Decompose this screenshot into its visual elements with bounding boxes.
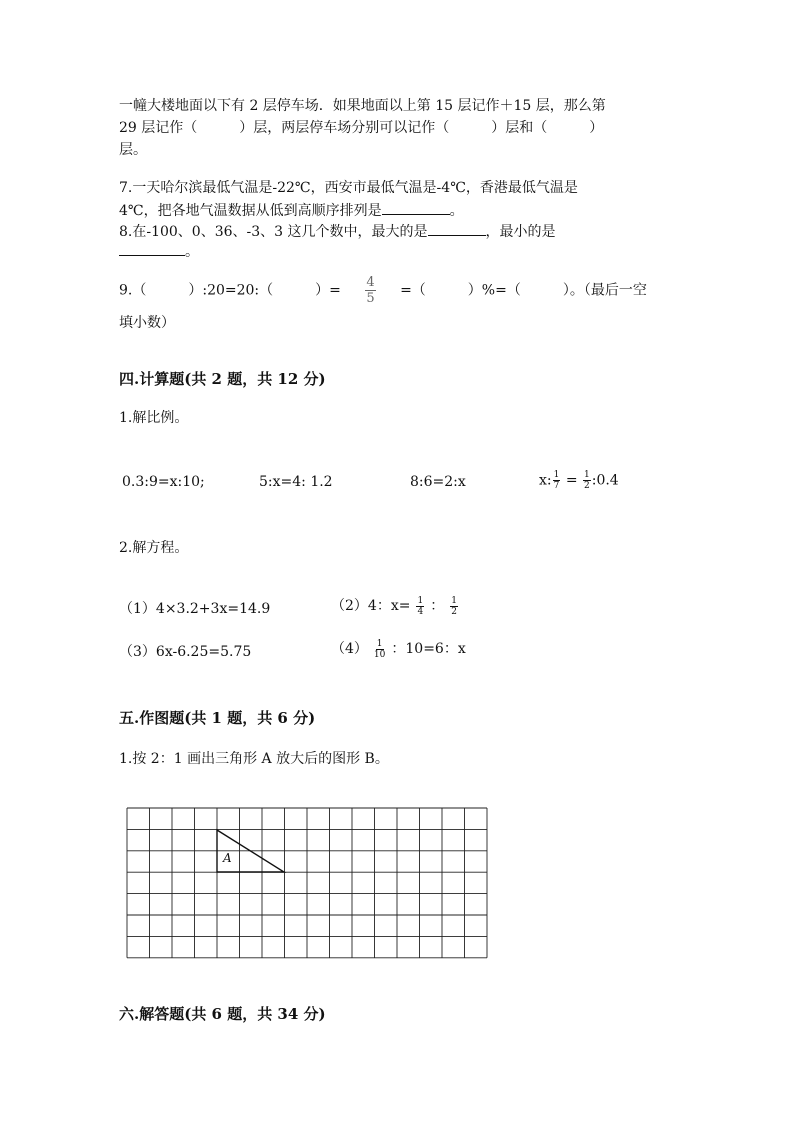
equation-2-frac1: $\frac{1}{4}$ [417, 595, 424, 617]
proportion-4: x: $\frac{1}{7}$ = $\frac{1}{2}$ :0.4 [539, 470, 619, 491]
triangle-a-label: A [223, 851, 232, 865]
proportion-4-frac2: $\frac{1}{2}$ [584, 470, 590, 491]
q9-part2: =（ ）%=（ ）。（最后一空 [400, 282, 647, 299]
section4-q2-title: 2.解方程。 [119, 540, 189, 556]
q7-line2-end: 。 [449, 203, 464, 219]
q6-line3: 层。 [119, 142, 147, 158]
q7-line2-text: 4℃，把各地气温数据从低到高顺序排列是 [119, 203, 382, 219]
q6-line2: 29 层记作（ ）层，两层停车场分别可以记作（ ）层和（ ） [119, 120, 604, 136]
q9-line2: 填小数） [119, 315, 175, 331]
section4-q1-title: 1.解比例。 [119, 410, 189, 426]
equation-2: （2）4：x= $\frac{1}{4}$ ： $\frac{1}{2}$ [331, 595, 457, 617]
q6-line1: 一幢大楼地面以下有 2 层停车场．如果地面以上第 15 层记作＋15 层，那么第 [119, 98, 606, 114]
equation-1: （1）4×3.2+3x=14.9 [119, 601, 271, 617]
section4-title: 四.计算题(共 2 题，共 12 分) [119, 370, 326, 388]
q9-part1: 9.（ ）:20=20:（ ）= [119, 282, 341, 299]
section5-q1: 1.按 2：1 画出三角形 A 放大后的图形 B。 [119, 751, 389, 767]
q8-line1-text: 8.在-100、0、36、-3、3 这几个数中，最大的是 [119, 224, 428, 240]
equation-3: （3）6x-6.25=5.75 [119, 644, 252, 660]
section6-title: 六.解答题(共 6 题，共 34 分) [119, 1005, 326, 1023]
square-grid [127, 808, 487, 958]
q7-line1: 7.一天哈尔滨最低气温是-22℃，西安市最低气温是-4℃，香港最低气温是 [119, 180, 578, 196]
proportion-2: 5:x=4: 1.2 [259, 474, 333, 490]
equation-4-frac: $\frac{1}{10}$ [373, 638, 386, 660]
q8-line1-mid: ，最小的是 [485, 224, 556, 240]
section5-title: 五.作图题(共 1 题，共 6 分) [119, 709, 316, 727]
equation-2-frac2: $\frac{1}{2}$ [451, 595, 457, 617]
proportion-3: 8:6=2:x [410, 474, 466, 490]
proportion-1: 0.3:9=x:10; [122, 474, 205, 490]
q8-line2-end: 。 [185, 244, 199, 260]
proportion-4-frac1: $\frac{1}{7}$ [553, 470, 560, 491]
q9-fraction: $\frac{4}{5}$ [366, 275, 375, 306]
equation-4: （4） $\frac{1}{10}$ ：10=6：x [331, 638, 466, 660]
